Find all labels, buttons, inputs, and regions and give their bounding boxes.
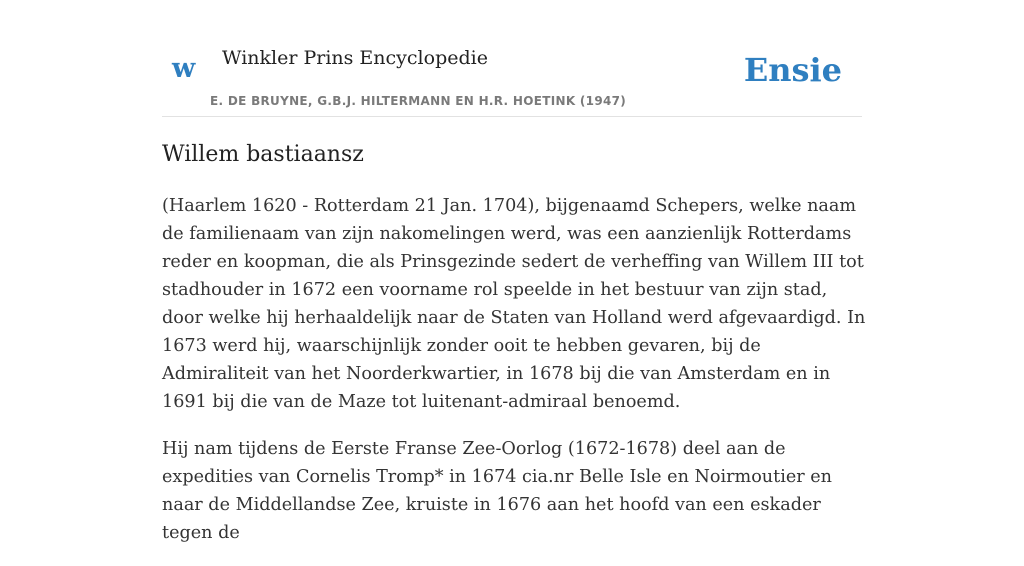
source-logo[interactable]: w xyxy=(172,53,196,84)
article-body xyxy=(162,192,866,566)
article-paragraph: (Haarlem 1620 - Rotterdam 21 Jan. 1704), bijgenaamd Schepers, welke naam de familienaam van zijn nakomelingen werd, was een aanzienlijk Rotterdams reder en koopman, die als Prinsgezinde sedert de verheffing van Willem III tot stadhouder in 1672 een voorname rol speelde in het bestuur van zijn stad, door welke hij herhaaldelijk naar de Staten van Holland werd afgevaardigd. In 1673 werd hij, waarschijnlijk zonder ooit te hebben gevaren, bij de Admiraliteit van het Noorderkwartier, in 1678 bij die van Amsterdam en in 1691 bij die van de Maze tot luitenant-admiraal benoemd. xyxy=(162,196,866,412)
brand-logo-link[interactable]: Ensie xyxy=(743,51,842,89)
article-paragraph: Hij nam tijdens de Eerste Franse Zee-Oorlog (1672-1678) deel aan de expedities van Cornelis Tromp* in 1674 cia.nr Belle Isle en Noirmoutier en naar de Middellandse Zee, kruiste in 1676 aan het hoofd van een eskader tegen de xyxy=(162,439,832,543)
article-title: Willem bastiaansz xyxy=(162,142,364,167)
source-header xyxy=(162,40,862,117)
source-title[interactable]: Winkler Prins Encyclopedie xyxy=(222,47,488,69)
source-authors: E. DE BRUYNE, G.B.J. HILTERMANN EN H.R. HOETINK (1947) xyxy=(210,94,627,108)
